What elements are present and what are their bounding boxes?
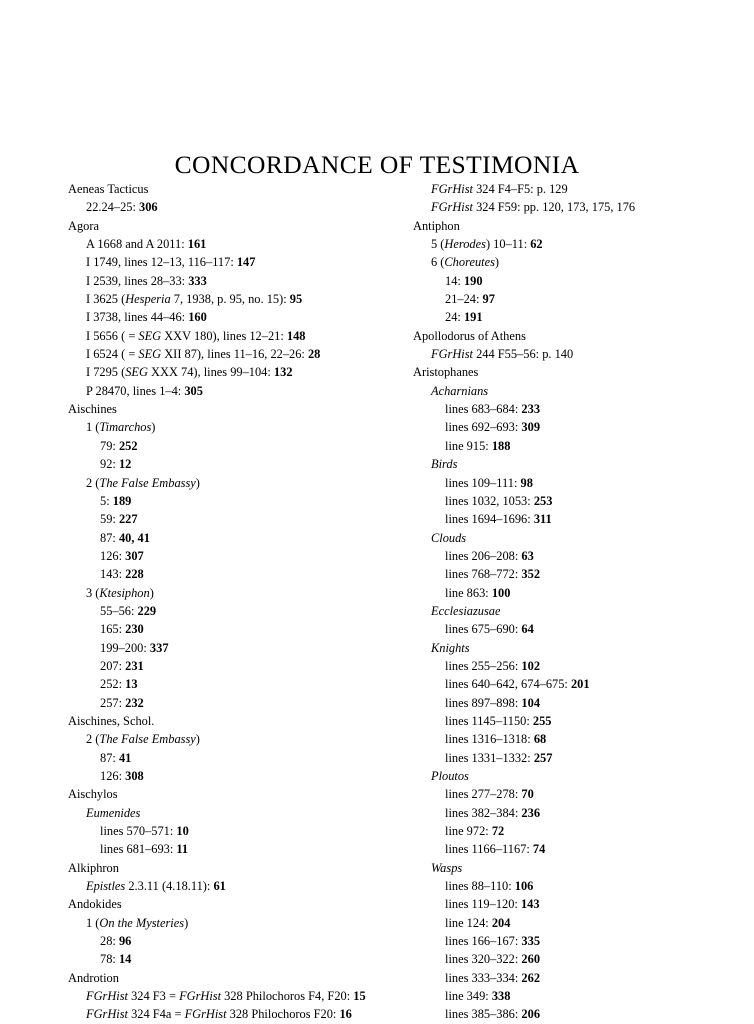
entry-text: 328 Philochoros F4, F20: — [221, 989, 354, 1004]
entry-title-italic: Acharnians — [431, 383, 489, 398]
entry-text: I 2539, lines 28–33: — [86, 273, 189, 288]
entry-title-italic: FGrHist — [184, 1007, 227, 1022]
concordance-entry — [68, 767, 413, 785]
entry-reference-number: 72 — [491, 824, 505, 839]
concordance-entry — [413, 529, 688, 547]
entry-reference-number: 333 — [188, 273, 207, 288]
entry-text: lines 385–386: — [445, 1007, 522, 1022]
concordance-entry — [413, 950, 688, 968]
entry-text: 244 F55–56: p. 140 — [473, 347, 574, 362]
concordance-entry — [68, 345, 413, 363]
entry-text: Aischylos — [68, 787, 118, 802]
entry-reference-number: 16 — [339, 1007, 352, 1022]
entry-text: 21–24: — [445, 292, 483, 307]
entry-title-italic: The False Embassy — [99, 732, 196, 747]
entry-text: lines 166–167: — [445, 934, 522, 949]
entry-text: 59: — [100, 512, 119, 527]
entry-text: 2 ( — [86, 732, 100, 747]
entry-text: lines 675–690: — [445, 622, 522, 637]
concordance-entry — [413, 785, 688, 803]
concordance-entry — [413, 418, 688, 436]
entry-reference-number: 64 — [521, 622, 534, 637]
concordance-entry — [68, 198, 413, 216]
entry-title-italic: SEG — [138, 328, 162, 343]
concordance-entry — [413, 675, 688, 693]
entry-title-italic: Knights — [431, 640, 470, 655]
entry-title-italic: FGrHist — [179, 989, 222, 1004]
concordance-heading — [68, 400, 413, 418]
concordance-entry — [413, 510, 688, 528]
entry-text: P 28470, lines 1–4: — [86, 383, 185, 398]
concordance-entry — [413, 932, 688, 950]
entry-reference-number: 74 — [532, 842, 546, 857]
entry-text: lines 320–322: — [445, 952, 522, 967]
page-title: CONCORDANCE OF TESTIMONIA — [174, 150, 580, 180]
concordance-entry — [413, 584, 688, 602]
entry-text: Agora — [68, 218, 99, 233]
entry-reference-number: 161 — [187, 237, 207, 252]
entry-text: 252: — [100, 677, 126, 692]
concordance-heading — [413, 327, 688, 345]
entry-reference-number: 96 — [118, 934, 132, 949]
entry-text: 143: — [100, 567, 126, 582]
entry-text: 199–200: — [100, 640, 150, 655]
concordance-entry — [413, 730, 688, 748]
concordance-entry — [68, 877, 413, 895]
concordance-entry — [413, 290, 688, 308]
concordance-entry — [413, 877, 688, 895]
entry-title-italic: Hesperia — [125, 292, 171, 307]
entry-reference-number: 206 — [521, 1007, 541, 1022]
entry-title-italic: FGrHist — [431, 347, 473, 362]
entry-title-italic: Clouds — [431, 530, 467, 545]
entry-text: 2.3.11 (4.18.11): — [125, 879, 214, 894]
entry-text: lines 109–111: — [445, 475, 521, 490]
entry-text: lines 768–772: — [445, 567, 522, 582]
concordance-entry — [68, 620, 413, 638]
entry-text: lines 1316–1318: — [445, 732, 534, 747]
entry-text: 1 ( — [86, 420, 100, 435]
entry-reference-number: 100 — [491, 585, 511, 600]
entry-text: Aeneas Tacticus — [68, 182, 149, 196]
entry-text: line 972: — [445, 824, 492, 839]
concordance-entry — [413, 180, 688, 198]
entry-text: 87: — [100, 530, 119, 545]
entry-text: lines 570–571: — [100, 824, 177, 839]
entry-reference-number: 189 — [112, 493, 132, 508]
concordance-entry — [68, 730, 413, 748]
concordance-heading — [68, 859, 413, 877]
entry-reference-number: 41 — [118, 750, 132, 765]
entry-reference-number: 98 — [520, 475, 533, 490]
entry-text: 14: — [445, 273, 464, 288]
concordance-entry — [413, 455, 688, 473]
concordance-entry — [413, 694, 688, 712]
entry-reference-number: 253 — [533, 493, 553, 508]
concordance-heading — [68, 785, 413, 803]
entry-text: 324 F4–F5: p. 129 — [473, 182, 568, 196]
entry-reference-number: 62 — [530, 237, 543, 252]
entry-title-italic: Ecclesiazusae — [431, 603, 501, 618]
entry-reference-number: 28 — [307, 347, 321, 362]
concordance-entry — [413, 620, 688, 638]
entry-text: 126: — [100, 769, 126, 783]
concordance-entry — [68, 675, 413, 693]
concordance-entry — [413, 712, 688, 730]
entry-title-italic: Ktesiphon — [99, 585, 150, 600]
concordance-entry — [413, 492, 688, 510]
entry-text: 79: — [100, 438, 119, 453]
entry-reference-number: 104 — [521, 695, 541, 710]
concordance-entry — [68, 437, 413, 455]
entry-reference-number: 231 — [125, 658, 144, 673]
entry-reference-number: 10 — [176, 824, 189, 839]
entry-text: 1 ( — [86, 915, 100, 930]
entry-text: I 1749, lines 12–13, 116–117: — [86, 255, 237, 270]
entry-text: line 349: — [445, 989, 492, 1004]
entry-reference-number: 68 — [533, 732, 547, 747]
entry-text: 22.24–25: — [86, 200, 140, 215]
entry-text: 2 ( — [86, 475, 100, 490]
entry-text: lines 277–278: — [445, 787, 522, 802]
entry-text: 165: — [100, 622, 126, 637]
entry-text: 207: — [100, 658, 126, 673]
entry-text: 257: — [100, 695, 126, 710]
entry-text: Antiphon — [413, 218, 460, 233]
entry-text: lines 692–693: — [445, 420, 522, 435]
entry-text: lines 897–898: — [445, 695, 522, 710]
concordance-entry — [413, 822, 688, 840]
entry-text: 78: — [100, 952, 119, 967]
entry-text: 324 F59: pp. 120, 173, 175, 176 — [473, 200, 636, 215]
concordance-entry — [68, 418, 413, 436]
entry-reference-number: 335 — [521, 934, 541, 949]
entry-text: lines 206–208: — [445, 548, 522, 563]
entry-title-italic: FGrHist — [86, 989, 128, 1004]
concordance-entry — [68, 657, 413, 675]
entry-text: lines 88–110: — [445, 879, 515, 894]
entry-text: 3 ( — [86, 585, 100, 600]
entry-text: line 863: — [445, 585, 492, 600]
entry-reference-number: 260 — [521, 952, 541, 967]
entry-reference-number: 228 — [125, 567, 144, 582]
entry-text: Aischines — [68, 402, 117, 417]
entry-text: Aischines, Schol. — [68, 713, 155, 728]
concordance-entry — [68, 382, 413, 400]
entry-text: line 915: — [445, 438, 492, 453]
concordance-entry — [413, 272, 688, 290]
entry-text: 328 Philochoros F20: — [226, 1007, 340, 1022]
entry-text: XII 87), lines 11–16, 22–26: — [161, 347, 308, 362]
concordance-entry — [413, 235, 688, 253]
concordance-entry — [68, 455, 413, 473]
entry-title-italic: Ploutos — [431, 769, 469, 783]
entry-text: ) — [195, 732, 200, 747]
concordance-entry — [413, 657, 688, 675]
concordance-heading — [68, 969, 413, 987]
concordance-entry — [413, 914, 688, 932]
entry-text: 126: — [100, 548, 126, 563]
concordance-entry — [413, 895, 688, 913]
entry-reference-number: 40, 41 — [118, 530, 150, 545]
concordance-entry — [413, 382, 688, 400]
entry-reference-number: 305 — [184, 383, 203, 398]
concordance-column-left — [68, 180, 413, 1024]
entry-reference-number: 337 — [149, 640, 169, 655]
entry-text: lines 683–684: — [445, 402, 522, 417]
concordance-entry — [413, 253, 688, 271]
entry-reference-number: 97 — [482, 292, 495, 307]
concordance-entry — [413, 969, 688, 987]
entry-reference-number: 102 — [521, 658, 541, 673]
entry-reference-number: 190 — [463, 273, 483, 288]
concordance-entry — [68, 822, 413, 840]
entry-title-italic: Eumenides — [86, 805, 141, 820]
concordance-entry — [68, 987, 413, 1005]
entry-reference-number: 338 — [491, 989, 511, 1004]
entry-text: 5: — [100, 493, 113, 508]
concordance-entry — [68, 932, 413, 950]
entry-reference-number: 307 — [125, 548, 144, 563]
concordance-entry — [413, 840, 688, 858]
entry-reference-number: 230 — [125, 622, 144, 637]
concordance-heading — [68, 712, 413, 730]
entry-reference-number: 255 — [532, 713, 552, 728]
concordance-entry — [413, 859, 688, 877]
entry-title-italic: Herodes — [444, 237, 486, 252]
concordance-column-right — [413, 180, 688, 1024]
entry-title-italic: FGrHist — [86, 1007, 128, 1022]
entry-reference-number: 352 — [521, 567, 541, 582]
entry-reference-number: 106 — [514, 879, 534, 894]
entry-text: 24: — [445, 310, 464, 325]
entry-text: Apollodorus of Athens — [413, 328, 526, 343]
entry-text: lines 1032, 1053: — [445, 493, 534, 508]
concordance-columns — [68, 180, 688, 1024]
concordance-entry — [68, 272, 413, 290]
entry-reference-number: 204 — [491, 915, 511, 930]
concordance-entry — [68, 914, 413, 932]
concordance-entry — [68, 474, 413, 492]
entry-reference-number: 191 — [463, 310, 483, 325]
entry-text: lines 255–256: — [445, 658, 522, 673]
entry-reference-number: 14 — [118, 952, 132, 967]
entry-title-italic: Wasps — [431, 860, 463, 875]
entry-title-italic: Timarchos — [99, 420, 152, 435]
entry-reference-number: 252 — [118, 438, 138, 453]
entry-text: Aristophanes — [413, 365, 479, 380]
entry-title-italic: SEG — [138, 347, 162, 362]
entry-reference-number: 232 — [125, 695, 144, 710]
concordance-entry — [68, 584, 413, 602]
entry-text: I 3625 ( — [86, 292, 126, 307]
entry-text: I 5656 ( = — [86, 328, 139, 343]
entry-text: ) — [195, 475, 200, 490]
concordance-entry — [413, 767, 688, 785]
concordance-entry — [68, 529, 413, 547]
entry-reference-number: 11 — [176, 842, 189, 857]
entry-text: lines 119–120: — [445, 897, 521, 912]
concordance-entry — [413, 474, 688, 492]
entry-reference-number: 311 — [533, 512, 552, 527]
entry-text: ) — [151, 420, 156, 435]
entry-title-italic: On the Mysteries — [99, 915, 185, 930]
concordance-entry — [68, 492, 413, 510]
entry-reference-number: 95 — [289, 292, 303, 307]
entry-reference-number: 308 — [125, 769, 144, 783]
concordance-entry — [413, 1005, 688, 1023]
concordance-entry — [413, 804, 688, 822]
entry-reference-number: 309 — [521, 420, 541, 435]
entry-reference-number: 12 — [118, 457, 132, 472]
entry-text: lines 333–334: — [445, 970, 522, 985]
entry-text: lines 1145–1150: — [445, 713, 533, 728]
concordance-entry — [413, 198, 688, 216]
concordance-entry — [68, 547, 413, 565]
concordance-entry — [68, 510, 413, 528]
entry-reference-number: 229 — [137, 603, 157, 618]
entry-text: Andokides — [68, 897, 122, 912]
entry-text: line 124: — [445, 915, 492, 930]
entry-reference-number: 70 — [521, 787, 534, 802]
entry-title-italic: FGrHist — [431, 182, 473, 196]
entry-text: I 3738, lines 44–46: — [86, 310, 189, 325]
entry-text: 92: — [100, 457, 119, 472]
entry-text: XXV 180), lines 12–21: — [161, 328, 287, 343]
concordance-entry — [413, 437, 688, 455]
concordance-entry — [68, 1005, 413, 1023]
entry-reference-number: 15 — [353, 989, 366, 1004]
entry-text: I 6524 ( = — [86, 347, 139, 362]
entry-reference-number: 188 — [491, 438, 511, 453]
concordance-entry — [68, 950, 413, 968]
entry-reference-number: 148 — [286, 328, 306, 343]
concordance-entry — [413, 308, 688, 326]
concordance-entry — [68, 253, 413, 271]
entry-text: 28: — [100, 934, 119, 949]
entry-title-italic: Choreutes — [444, 255, 495, 270]
concordance-entry — [413, 749, 688, 767]
entry-reference-number: 233 — [521, 402, 541, 417]
entry-title-italic: FGrHist — [431, 200, 473, 215]
concordance-heading — [413, 363, 688, 381]
entry-reference-number: 257 — [533, 750, 553, 765]
entry-text: 55–56: — [100, 603, 138, 618]
concordance-entry — [68, 840, 413, 858]
entry-reference-number: 63 — [521, 548, 534, 563]
concordance-entry — [68, 639, 413, 657]
concordance-entry — [68, 235, 413, 253]
concordance-entry — [68, 363, 413, 381]
entry-title-italic: Birds — [431, 457, 458, 472]
entry-title-italic: SEG — [125, 365, 148, 380]
entry-text: lines 1166–1167: — [445, 842, 533, 857]
entry-text: lines 681–693: — [100, 842, 177, 857]
entry-text: lines 1331–1332: — [445, 750, 534, 765]
concordance-entry — [413, 547, 688, 565]
entry-text: lines 382–384: — [445, 805, 522, 820]
concordance-heading — [68, 180, 413, 198]
entry-text: ) — [149, 585, 154, 600]
concordance-entry — [413, 400, 688, 418]
entry-reference-number: 236 — [521, 805, 541, 820]
entry-reference-number: 306 — [139, 200, 158, 215]
concordance-heading — [413, 217, 688, 235]
entry-text: 6 ( — [431, 255, 445, 270]
entry-reference-number: 132 — [273, 365, 293, 380]
concordance-entry — [68, 565, 413, 583]
entry-text: ) — [494, 255, 500, 270]
entry-reference-number: 143 — [520, 897, 540, 912]
entry-reference-number: 13 — [125, 677, 138, 692]
entry-text: 5 ( — [431, 237, 445, 252]
entry-title-italic: The False Embassy — [99, 475, 196, 490]
concordance-entry — [68, 694, 413, 712]
entry-text: 324 F3 = — [128, 989, 180, 1004]
entry-reference-number: 61 — [213, 879, 226, 894]
entry-text: 87: — [100, 750, 119, 765]
entry-reference-number: 201 — [570, 677, 590, 692]
concordance-entry — [68, 749, 413, 767]
entry-text: XXX 74), lines 99–104: — [147, 365, 274, 380]
entry-text: 324 F4a = — [128, 1007, 185, 1022]
concordance-heading — [68, 217, 413, 235]
entry-text: ) — [184, 915, 189, 930]
entry-reference-number: 262 — [521, 970, 541, 985]
entry-text: 7, 1938, p. 95, no. 15): — [170, 292, 290, 307]
entry-text: Androtion — [68, 970, 119, 985]
concordance-entry — [413, 987, 688, 1005]
concordance-entry — [68, 602, 413, 620]
entry-text: A 1668 and A 2011: — [86, 237, 188, 252]
concordance-entry — [413, 602, 688, 620]
entry-text: lines 1694–1696: — [445, 512, 534, 527]
concordance-entry — [413, 345, 688, 363]
concordance-entry — [413, 565, 688, 583]
concordance-entry — [68, 327, 413, 345]
entry-text: ) 10–11: — [485, 237, 531, 252]
entry-text: I 7295 ( — [86, 365, 126, 380]
entry-title-italic: Epistles — [86, 879, 126, 894]
entry-reference-number: 147 — [236, 255, 256, 270]
concordance-heading — [68, 895, 413, 913]
concordance-entry — [413, 639, 688, 657]
entry-reference-number: 227 — [118, 512, 138, 527]
concordance-entry — [68, 308, 413, 326]
concordance-entry — [68, 290, 413, 308]
concordance-entry — [68, 804, 413, 822]
entry-text: lines 640–642, 674–675: — [445, 677, 571, 692]
entry-text: Alkiphron — [68, 860, 119, 875]
entry-reference-number: 160 — [188, 310, 207, 325]
